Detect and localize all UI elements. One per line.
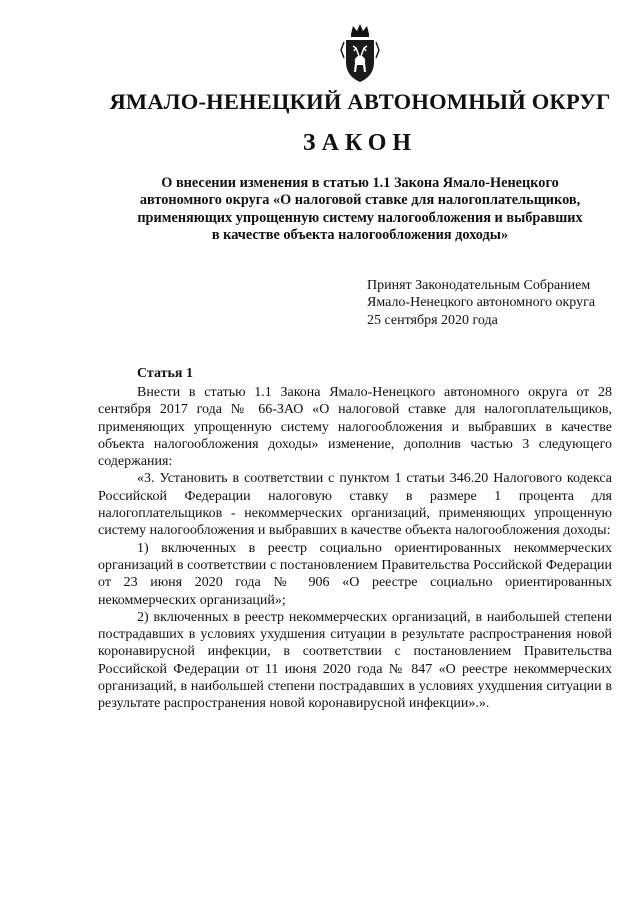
subject-line: применяющих упрощенную систему налогообложения и выбравших — [137, 209, 583, 226]
adoption-note — [367, 277, 595, 329]
coat-of-arms-icon — [340, 22, 380, 84]
document-subject — [110, 175, 610, 244]
article-heading: Статья 1 — [137, 366, 193, 381]
adoption-date: 25 сентября 2020 года — [367, 312, 498, 328]
adoption-line: Принят Законодательным Собранием — [367, 278, 591, 293]
subject-line: в качестве объекта налогообложения доходы» — [211, 226, 509, 243]
article-paragraph: 2) включенных в реестр некоммерческих организаций, в наибольшей степени пострадавших в условиях ухудшения ситуации в результате распространения новой коронавирусной инфекции, в соответствии с постановлением Правительства Российской Федерации от 11 июня 2020 года № 847 «О реестре некоммерческих организаций, в наибольшей степени пострадавших в условиях ухудшения ситуации в результате распространения новой коронавирусной инфекции».». — [98, 609, 612, 712]
article-paragraph: Внести в статью 1.1 Закона Ямало-Ненецкого автономного округа от 28 сентября 2017 года № 66-ЗАО «О налоговой ставке для налогоплательщиков, применяющих упрощенную систему налогообложения и выбравших в качестве объекта налогообложения доходы» изменение, дополнив частью 3 следующего содержания: — [98, 385, 612, 470]
article-body — [98, 384, 612, 713]
law-title: ЗАКОН — [302, 130, 418, 156]
subject-line: О внесении изменения в статью 1.1 Закона Ямало-Ненецкого — [161, 175, 559, 191]
article-paragraph: «3. Установить в соответствии с пунктом 1 статьи 346.20 Налогового кодекса Российской Федерации налоговую ставку в размере 1 процента для налогоплательщиков - некоммерческих организаций, применяющих упрощенную систему налогообложения и выбравших в качестве объекта налогообложения доходы: — [98, 471, 612, 539]
subject-line: автономного округа «О налоговой ставке для налогоплательщиков, — [139, 192, 581, 209]
article-paragraph: 1) включенных в реестр социально ориентированных некоммерческих организаций в соответствии с постановлением Правительства Российской Федерации от 23 июня 2020 года № 906 «О реестре социально ориентированных некоммерческих организаций»; — [98, 540, 612, 608]
region-title: ЯМАЛО-НЕНЕЦКИЙ АВТОНОМНЫЙ ОКРУГ — [109, 89, 611, 114]
adoption-line: Ямало-Ненецкого автономного округа — [367, 295, 596, 311]
